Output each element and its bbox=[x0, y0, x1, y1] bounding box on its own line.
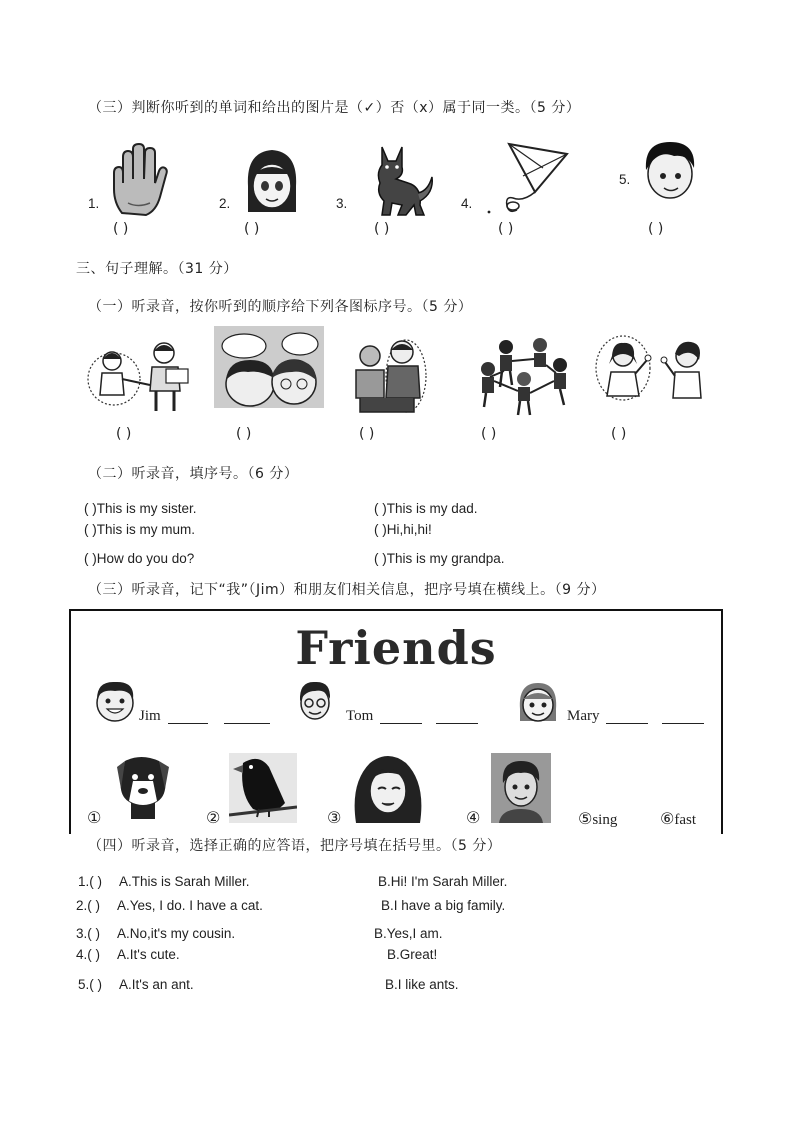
kite-icon bbox=[483, 140, 573, 220]
answer-paren[interactable]: ( ) bbox=[374, 522, 387, 537]
sentence-row bbox=[84, 501, 197, 516]
answer-paren[interactable]: ( ) bbox=[648, 221, 664, 237]
item-number: 4. bbox=[461, 196, 473, 211]
sub-heading-fill: （二）听录音，填序号。（6 分） bbox=[88, 466, 299, 482]
option-mark: ① bbox=[87, 808, 102, 827]
option-mark: ④ bbox=[466, 808, 481, 827]
bird-icon bbox=[229, 753, 297, 823]
sub-heading-friends: （三）听录音，记下“我”（Jim）和朋友们相关信息，把序号填在横线上。（9 分） bbox=[88, 582, 606, 598]
question-number[interactable]: 3.( ) bbox=[76, 926, 101, 941]
kids-playing-icon bbox=[476, 335, 574, 417]
answer-paren[interactable]: ( ) bbox=[116, 426, 132, 442]
answer-blank[interactable] bbox=[662, 723, 704, 724]
sentence-row bbox=[374, 501, 478, 516]
sentence-text: This is my mum. bbox=[96, 522, 196, 537]
answer-blank[interactable] bbox=[380, 723, 422, 724]
option-mark: ③ bbox=[327, 808, 342, 827]
option-a: A.This is Sarah Miller. bbox=[119, 874, 250, 889]
option-b: B.Yes,I am. bbox=[374, 926, 443, 941]
option-a: A.It's an ant. bbox=[119, 977, 194, 992]
hand-icon bbox=[108, 143, 170, 217]
friends-title: Friends bbox=[295, 621, 497, 675]
sentence-row bbox=[374, 551, 505, 566]
sentence-text: How do you do? bbox=[96, 551, 195, 566]
question-number[interactable]: 5.( ) bbox=[78, 977, 103, 992]
answer-paren[interactable]: ( ) bbox=[374, 551, 387, 566]
item-number: 3. bbox=[336, 196, 348, 211]
option-fast: ⑥fast bbox=[660, 809, 697, 828]
two-kids-speech-icon bbox=[214, 326, 324, 408]
answer-paren[interactable]: ( ) bbox=[244, 221, 260, 237]
option-a: A.Yes, I do. I have a cat. bbox=[117, 898, 263, 913]
option-mark: ② bbox=[206, 808, 221, 827]
girls-waving-icon bbox=[595, 334, 713, 404]
puppy-icon bbox=[111, 753, 175, 823]
boy-portrait-icon bbox=[491, 753, 551, 823]
answer-paren[interactable]: ( ) bbox=[84, 551, 97, 566]
answer-paren[interactable]: ( ) bbox=[236, 426, 252, 442]
option-b: B.I have a big family. bbox=[381, 898, 506, 913]
answer-paren[interactable]: ( ) bbox=[611, 426, 627, 442]
friends-box bbox=[69, 609, 723, 834]
answer-paren[interactable]: ( ) bbox=[84, 522, 97, 537]
section-heading-judge: （三）判断你听到的单词和给出的图片是（✓）否（x）属于同一类。（5 分） bbox=[88, 100, 581, 116]
sentence-row bbox=[84, 551, 194, 566]
question-number[interactable]: 4.( ) bbox=[76, 947, 101, 962]
answer-paren[interactable]: ( ) bbox=[359, 426, 375, 442]
option-b: B.Great! bbox=[387, 947, 438, 962]
answer-paren[interactable]: ( ) bbox=[481, 426, 497, 442]
answer-blank[interactable] bbox=[436, 723, 478, 724]
answer-paren[interactable]: ( ) bbox=[84, 501, 97, 516]
section-heading: 三、句子理解。（31 分） bbox=[76, 261, 238, 277]
item-number: 1. bbox=[88, 196, 100, 211]
answer-paren[interactable]: ( ) bbox=[498, 221, 514, 237]
sentence-text: This is my grandpa. bbox=[386, 551, 505, 566]
fox-icon bbox=[362, 143, 436, 219]
person-name: Tom bbox=[346, 708, 374, 724]
woman-face-icon bbox=[350, 753, 426, 823]
answer-paren[interactable]: ( ) bbox=[374, 501, 387, 516]
person-name: Mary bbox=[567, 708, 600, 724]
question-number[interactable]: 1.( ) bbox=[78, 874, 103, 889]
sentence-row bbox=[374, 522, 432, 537]
girl-face-icon bbox=[244, 146, 300, 216]
mary-face-icon bbox=[516, 679, 560, 723]
sentence-text: This is my sister. bbox=[96, 501, 197, 516]
option-a: A.No,it's my cousin. bbox=[117, 926, 236, 941]
sentence-row bbox=[84, 522, 195, 537]
option-sing: ⑤sing bbox=[578, 809, 618, 828]
item-number: 5. bbox=[619, 172, 631, 187]
option-b: B.I like ants. bbox=[385, 977, 459, 992]
question-number[interactable]: 2.( ) bbox=[76, 898, 101, 913]
sentence-text: Hi,hi,hi! bbox=[386, 522, 432, 537]
option-b: B.Hi! I'm Sarah Miller. bbox=[378, 874, 508, 889]
answer-blank[interactable] bbox=[606, 723, 648, 724]
boys-greeting-icon bbox=[86, 333, 198, 415]
sub-heading-responses: （四）听录音，选择正确的应答语，把序号填在括号里。（5 分） bbox=[88, 838, 502, 854]
family-photo-icon bbox=[350, 336, 428, 416]
answer-blank[interactable] bbox=[224, 723, 270, 724]
sentence-text: This is my dad. bbox=[386, 501, 478, 516]
answer-paren[interactable]: ( ) bbox=[113, 221, 129, 237]
answer-paren[interactable]: ( ) bbox=[374, 221, 390, 237]
option-a: A.It's cute. bbox=[117, 947, 180, 962]
sub-heading-order: （一）听录音，按你听到的顺序给下列各图标序号。（5 分） bbox=[88, 299, 473, 315]
person-name: Jim bbox=[139, 708, 161, 724]
item-number: 2. bbox=[219, 196, 231, 211]
tom-face-icon bbox=[297, 679, 333, 721]
boy-face-icon bbox=[638, 138, 700, 202]
answer-blank[interactable] bbox=[168, 723, 208, 724]
jim-face-icon bbox=[93, 679, 137, 723]
